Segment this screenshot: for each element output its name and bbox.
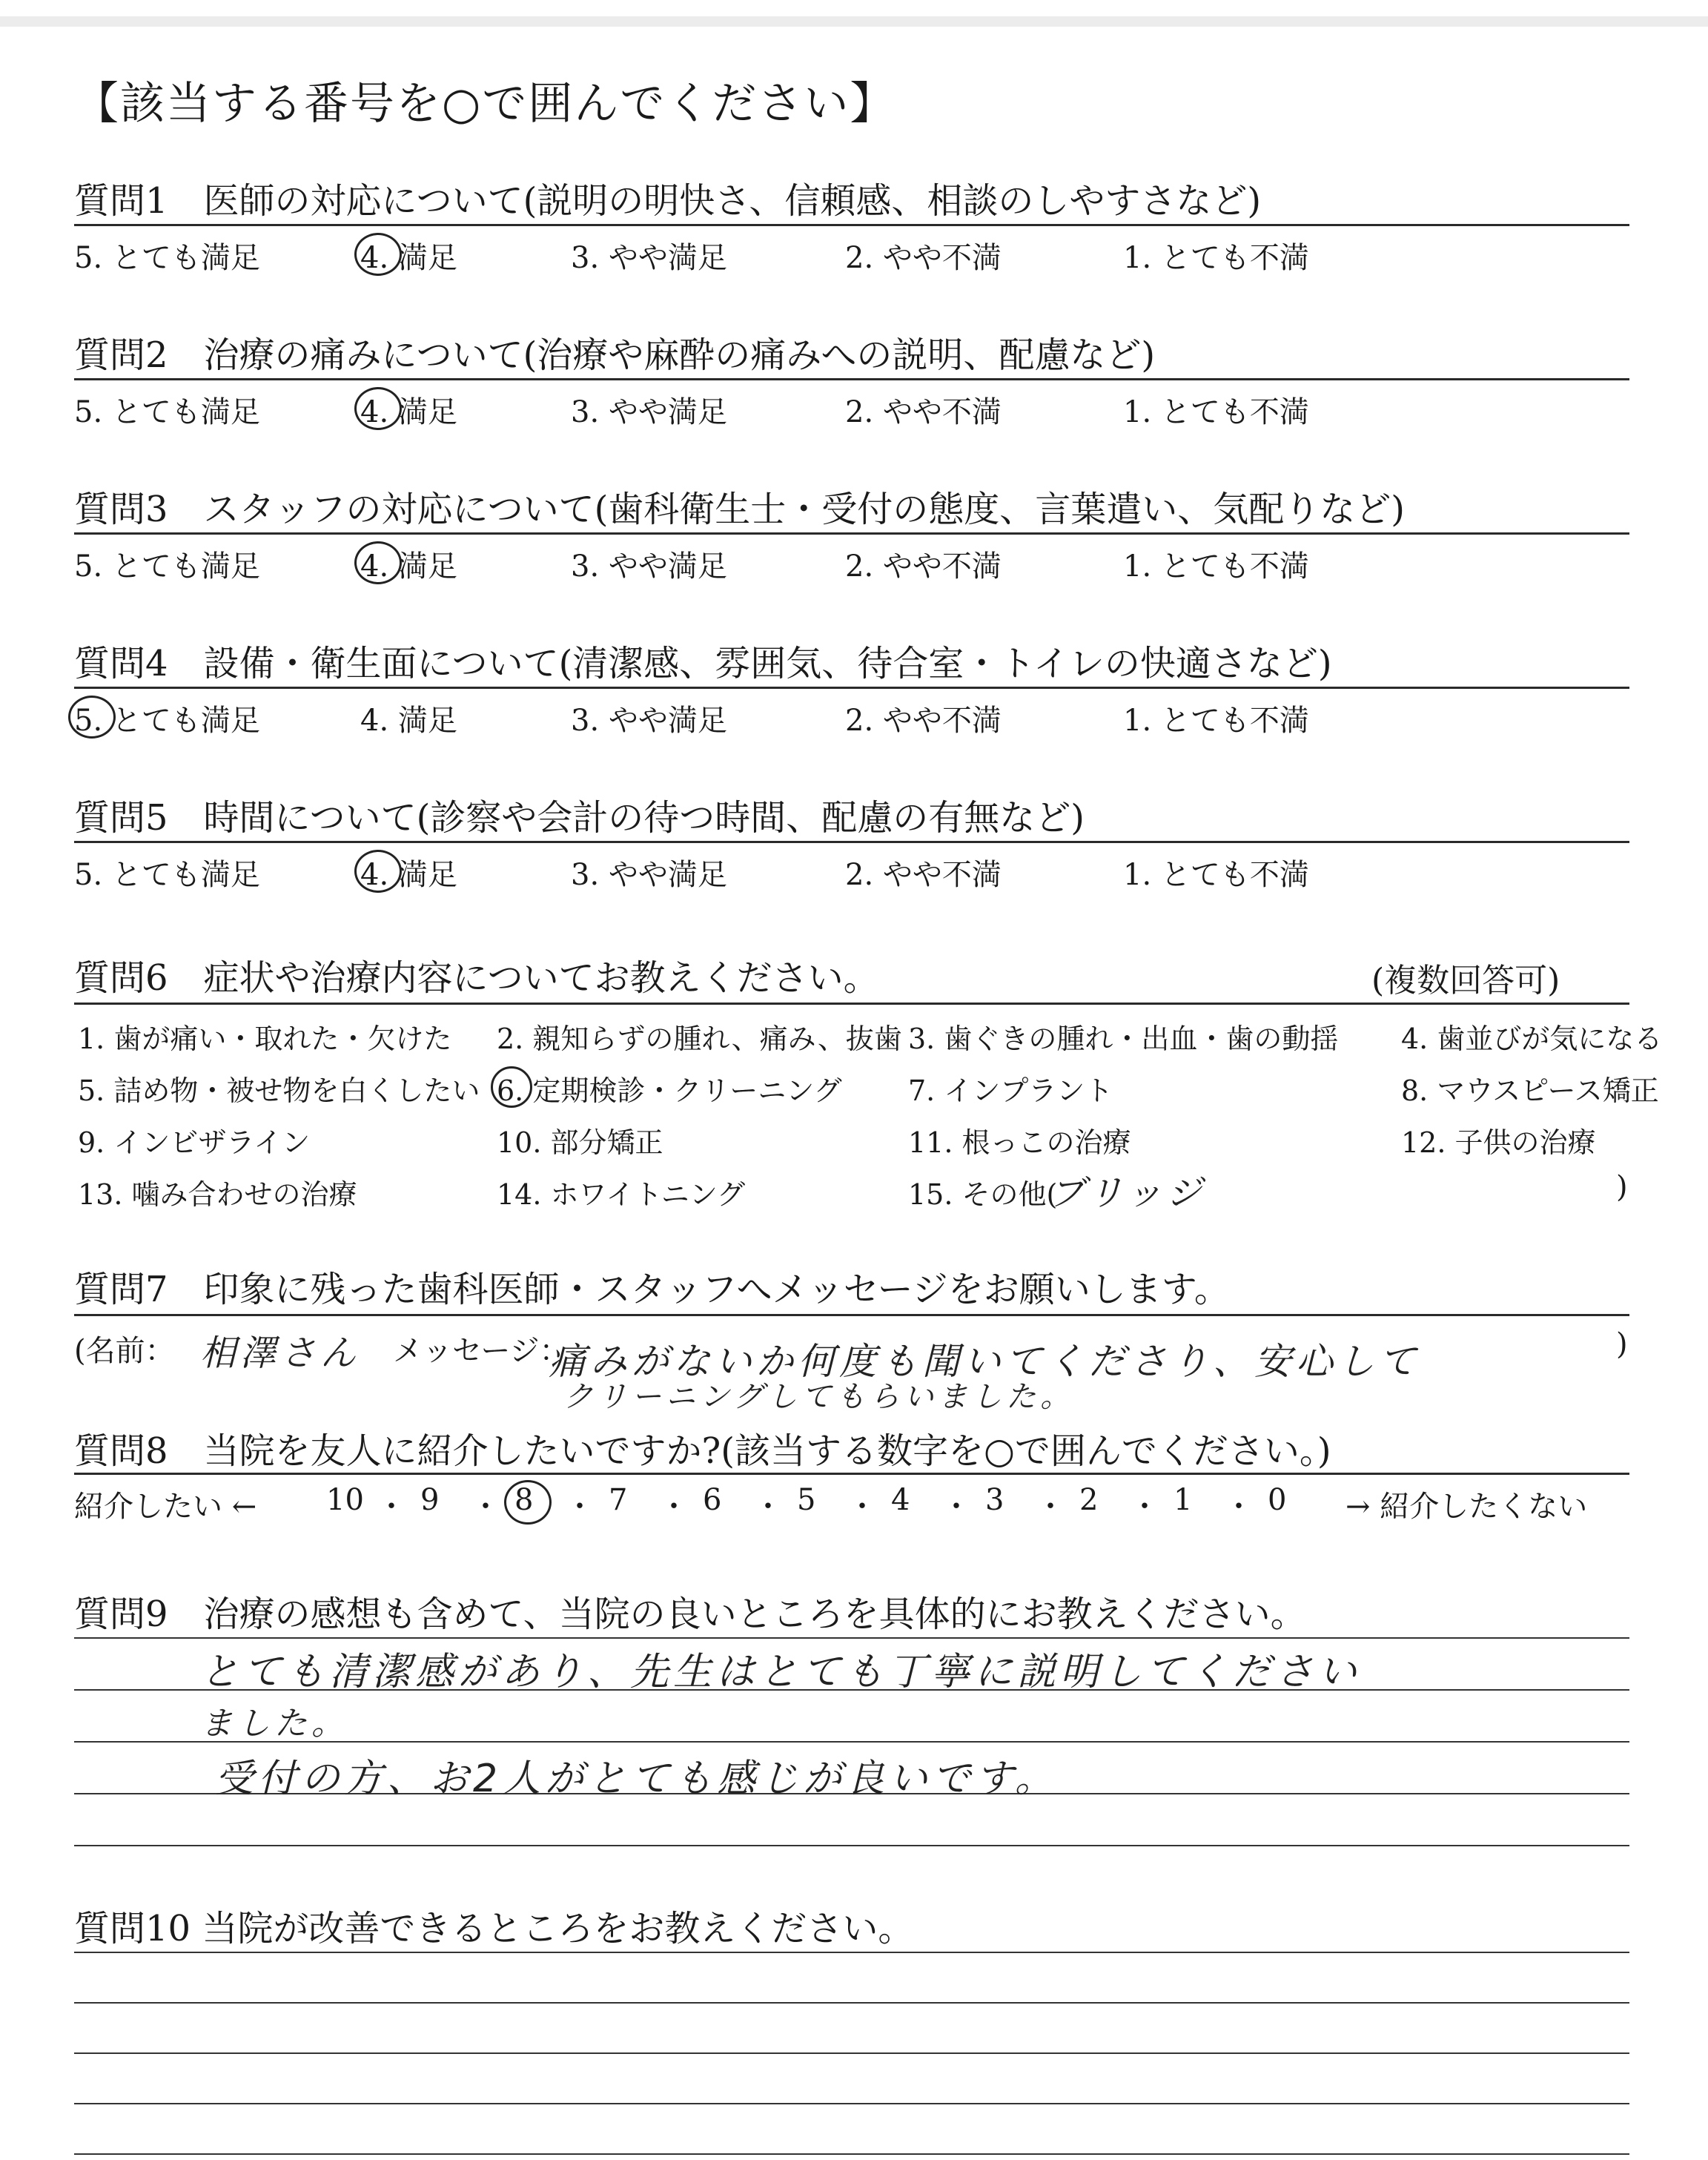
q6-item[interactable]: 11. 根っこの治療 (908, 1126, 1131, 1159)
q3-option[interactable]: 3. やや満足 (571, 549, 727, 584)
q2-option[interactable]: 4. 満足 (360, 395, 457, 429)
q6-item[interactable]: 2. 親知らずの腫れ、痛み、抜歯 (497, 1023, 902, 1055)
q8-separator: ・ (941, 1490, 971, 1524)
q6-item[interactable]: 7. インプラント (908, 1074, 1113, 1107)
q5-option[interactable]: 5. とても満足 (74, 858, 260, 892)
q5-option[interactable]: 3. やや満足 (571, 858, 727, 892)
q3-option[interactable]: 5. とても満足 (74, 549, 260, 584)
q6-other-text: ブリッジ (1049, 1172, 1207, 1214)
q7-name-label: (名前： (74, 1334, 175, 1368)
selection-circle (354, 850, 402, 893)
q8-number[interactable]: 6 (703, 1483, 722, 1517)
q8-separator: ・ (565, 1490, 595, 1524)
q8-heading: 質問8 当院を友人に紹介したいですか?(該当する数字を○で囲んでください。) (74, 1430, 1331, 1472)
selection-circle (354, 541, 402, 584)
q4-option[interactable]: 1. とても不満 (1123, 704, 1309, 738)
q1-rule (74, 224, 1629, 226)
q10-line (74, 2103, 1629, 2104)
q8-number[interactable]: 10 (326, 1483, 364, 1517)
q6-item[interactable]: 9. インビザライン (78, 1126, 311, 1159)
q8-number[interactable]: 1 (1174, 1483, 1193, 1517)
q6-item[interactable]: 3. 歯ぐきの腫れ・出血・歯の動揺 (908, 1023, 1339, 1055)
q5-option[interactable]: 4. 満足 (360, 858, 457, 892)
q6-rule (74, 1003, 1629, 1005)
q6-item[interactable]: 5. 詰め物・被せ物を白くしたい (78, 1074, 480, 1107)
q6-close-paren: ) (1616, 1170, 1628, 1204)
q8-separator: ・ (471, 1490, 500, 1524)
q6-item[interactable]: 8. マウスピース矯正 (1401, 1074, 1659, 1107)
q8-left-label: 紹介したい ← (74, 1490, 257, 1524)
q8-number[interactable]: 2 (1079, 1483, 1099, 1517)
q1-heading: 質問1 医師の対応について(説明の明快さ、信頼感、相談のしやすさなど) (74, 180, 1262, 222)
q6-note: (複数回答可) (1371, 962, 1560, 1000)
q8-separator: ・ (659, 1490, 689, 1524)
q10-line (74, 2153, 1629, 2155)
selection-circle (354, 387, 402, 430)
q5-option[interactable]: 1. とても不満 (1123, 858, 1309, 892)
q6-item[interactable]: 6. 定期検診・クリーニング (497, 1074, 842, 1107)
q6-item[interactable]: 15. その他( (908, 1178, 1058, 1211)
q1-option[interactable]: 3. やや満足 (571, 241, 727, 275)
q8-separator: ・ (1224, 1490, 1254, 1524)
selection-circle (354, 233, 402, 276)
q2-option[interactable]: 1. とても不満 (1123, 395, 1309, 429)
q4-option[interactable]: 4. 満足 (360, 704, 457, 738)
q6-item[interactable]: 1. 歯が痛い・取れた・欠けた (78, 1023, 452, 1055)
q8-number[interactable]: 0 (1268, 1483, 1287, 1517)
q4-option[interactable]: 2. やや不満 (845, 704, 1002, 738)
q8-number[interactable]: 7 (609, 1483, 628, 1517)
q8-number[interactable]: 5 (797, 1483, 816, 1517)
q2-option[interactable]: 3. やや満足 (571, 395, 727, 429)
q9-heading: 質問9 治療の感想も含めて、当院の良いところを具体的にお教えください。 (74, 1593, 1306, 1635)
q7-message-line2: クリーニングしてもらいました。 (563, 1380, 1075, 1414)
selection-circle (68, 696, 116, 739)
q9-answer-line1: とても清潔感があり、先生はとても丁寧に説明してください (200, 1650, 1362, 1694)
selection-circle (504, 1480, 552, 1525)
q8-rule (74, 1473, 1629, 1475)
q3-option[interactable]: 2. やや不満 (845, 549, 1002, 584)
q8-separator: ・ (1036, 1490, 1065, 1524)
q8-right-label: → 紹介したくない (1345, 1490, 1588, 1524)
q8-separator: ・ (753, 1490, 783, 1524)
q3-option[interactable]: 4. 満足 (360, 549, 457, 584)
q1-option[interactable]: 4. 満足 (360, 241, 457, 275)
q2-rule (74, 378, 1629, 380)
q2-option[interactable]: 5. とても満足 (74, 395, 260, 429)
q7-message-line1: 痛みがないか何度も聞いてくださり、安心して (549, 1340, 1420, 1383)
q5-option[interactable]: 2. やや不満 (845, 858, 1002, 892)
q7-message-label: メッセージ： (393, 1334, 569, 1368)
q10-heading: 質問10 当院が改善できるところをお教えください。 (74, 1908, 914, 1949)
q4-option[interactable]: 3. やや満足 (571, 704, 727, 738)
q6-item[interactable]: 4. 歯並びが気になる (1401, 1023, 1663, 1055)
scan-edge (0, 16, 1708, 27)
q6-item[interactable]: 14. ホワイトニング (497, 1178, 746, 1211)
q7-heading: 質問7 印象に残った歯科医師・スタッフへメッセージをお願いします。 (74, 1269, 1230, 1310)
q2-option[interactable]: 2. やや不満 (845, 395, 1002, 429)
q8-number[interactable]: 4 (891, 1483, 910, 1517)
q3-option[interactable]: 1. とても不満 (1123, 549, 1309, 584)
q7-close-paren: ) (1616, 1327, 1628, 1361)
q10-line (74, 2002, 1629, 2004)
q9-line (74, 1845, 1629, 1846)
q8-separator: ・ (377, 1490, 406, 1524)
q6-heading: 質問6 症状や治療内容についてお教えください。 (74, 957, 879, 999)
page-title: 【該当する番号を○で囲んでください】 (74, 78, 896, 130)
q10-line (74, 1952, 1629, 1953)
selection-circle (491, 1066, 532, 1108)
q1-option[interactable]: 2. やや不満 (845, 241, 1002, 275)
q5-rule (74, 841, 1629, 843)
q2-heading: 質問2 治療の痛みについて(治療や麻酔の痛みへの説明、配慮など) (74, 334, 1156, 376)
q6-item[interactable]: 13. 噛み合わせの治療 (78, 1178, 357, 1211)
q9-line (74, 1637, 1629, 1639)
q8-separator: ・ (847, 1490, 877, 1524)
q9-answer-line2: ました。 (200, 1705, 348, 1743)
q3-heading: 質問3 スタッフの対応について(歯科衛生士・受付の態度、言葉遣い、気配りなど) (74, 489, 1406, 530)
q8-number[interactable]: 3 (985, 1483, 1004, 1517)
q4-rule (74, 687, 1629, 689)
q7-name-value: 相澤さん (200, 1332, 361, 1374)
q8-separator: ・ (1130, 1490, 1159, 1524)
q1-option[interactable]: 5. とても満足 (74, 241, 260, 275)
q10-line (74, 2052, 1629, 2054)
q8-number[interactable]: 9 (420, 1483, 440, 1517)
q8-number[interactable]: 8 (514, 1483, 534, 1517)
q5-heading: 質問5 時間について(診察や会計の待つ時間、配慮の有無など) (74, 797, 1085, 839)
q6-item[interactable]: 12. 子供の治療 (1401, 1126, 1596, 1159)
q3-rule (74, 532, 1629, 535)
q7-rule (74, 1314, 1629, 1316)
q1-option[interactable]: 1. とても不満 (1123, 241, 1309, 275)
q4-heading: 質問4 設備・衛生面について(清潔感、雰囲気、待合室・トイレの快適さなど) (74, 643, 1332, 684)
q9-answer-line3: 受付の方、お2人がとても感じが良いです。 (215, 1757, 1058, 1801)
q4-option[interactable]: 5. とても満足 (74, 704, 260, 738)
q6-item[interactable]: 10. 部分矯正 (497, 1126, 663, 1159)
